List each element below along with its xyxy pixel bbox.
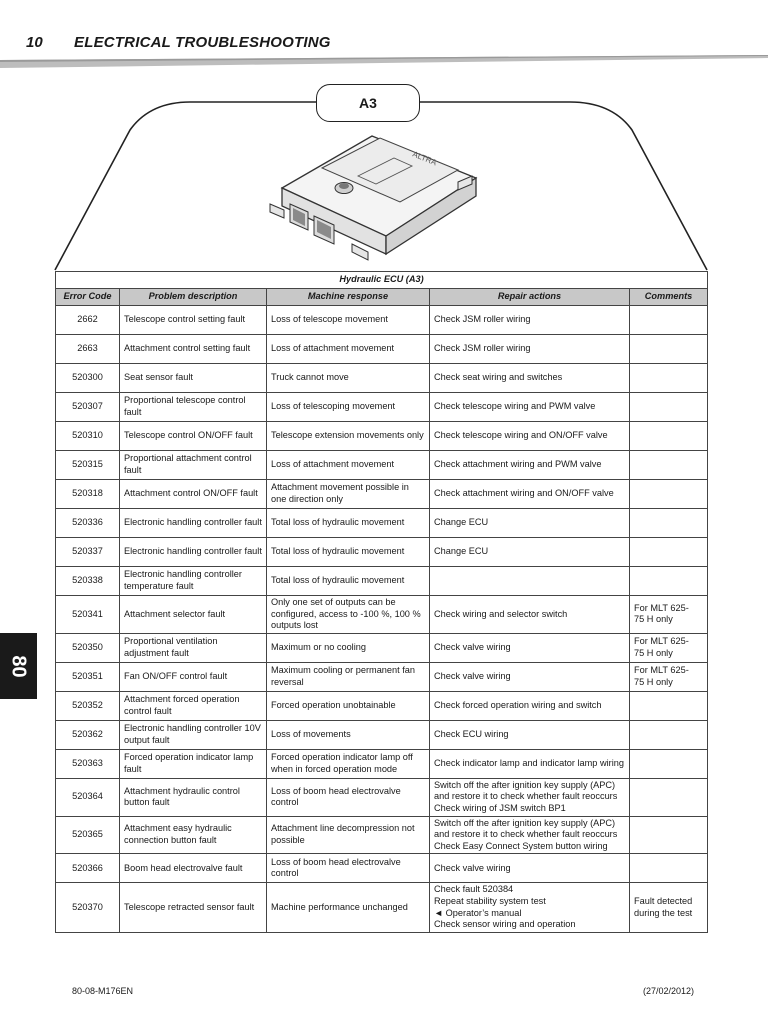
table-row bbox=[56, 749, 708, 778]
cell-response: Only one set of outputs can be configured, access to -100 %, 100 % outputs lost bbox=[267, 596, 430, 634]
component-label: A3 bbox=[316, 84, 420, 122]
cell-problem: Proportional ventilation adjustment fault bbox=[120, 633, 267, 662]
table-row bbox=[56, 393, 708, 422]
cell-code: 520318 bbox=[56, 480, 120, 509]
cell-code: 520310 bbox=[56, 422, 120, 451]
table-row bbox=[56, 816, 708, 854]
cell-problem: Electronic handling controller fault bbox=[120, 509, 267, 538]
cell-problem: Electronic handling controller 10V output fault bbox=[120, 720, 267, 749]
cell-comments bbox=[630, 306, 708, 335]
cell-repair: Check JSM roller wiring bbox=[430, 335, 630, 364]
table-row bbox=[56, 364, 708, 393]
cell-comments bbox=[630, 364, 708, 393]
cell-code: 520307 bbox=[56, 393, 120, 422]
cell-response: Total loss of hydraulic movement bbox=[267, 509, 430, 538]
cell-response: Telescope extension movements only bbox=[267, 422, 430, 451]
cell-response: Loss of movements bbox=[267, 720, 430, 749]
cell-code: 520341 bbox=[56, 596, 120, 634]
column-header: Comments bbox=[630, 289, 708, 306]
table-row bbox=[56, 306, 708, 335]
cell-comments bbox=[630, 509, 708, 538]
cell-response: Maximum or no cooling bbox=[267, 633, 430, 662]
cell-problem: Forced operation indicator lamp fault bbox=[120, 749, 267, 778]
cell-problem: Electronic handling controller temperature fault bbox=[120, 567, 267, 596]
cell-code: 520362 bbox=[56, 720, 120, 749]
cell-comments bbox=[630, 393, 708, 422]
cell-comments bbox=[630, 778, 708, 816]
cell-repair bbox=[430, 567, 630, 596]
cell-code: 2663 bbox=[56, 335, 120, 364]
table-row bbox=[56, 596, 708, 634]
cell-code: 520352 bbox=[56, 691, 120, 720]
cell-repair: Check fault 520384 Repeat stability system test ◄ Operator’s manual Check sensor wiring and operation bbox=[430, 883, 630, 932]
table-row bbox=[56, 538, 708, 567]
cell-response: Loss of telescope movement bbox=[267, 306, 430, 335]
cell-comments: For MLT 625- 75 H only bbox=[630, 662, 708, 691]
cell-code: 520363 bbox=[56, 749, 120, 778]
cell-repair: Check JSM roller wiring bbox=[430, 306, 630, 335]
table-row bbox=[56, 854, 708, 883]
table-row bbox=[56, 335, 708, 364]
cell-problem: Telescope retracted sensor fault bbox=[120, 883, 267, 932]
cell-problem: Boom head electrovalve fault bbox=[120, 854, 267, 883]
cell-comments: Fault detected during the test bbox=[630, 883, 708, 932]
cell-code: 520336 bbox=[56, 509, 120, 538]
cell-problem: Attachment forced operation control fault bbox=[120, 691, 267, 720]
cell-repair: Change ECU bbox=[430, 509, 630, 538]
table-row bbox=[56, 567, 708, 596]
cell-code: 520351 bbox=[56, 662, 120, 691]
column-header: Problem description bbox=[120, 289, 267, 306]
cell-repair: Check indicator lamp and indicator lamp wiring bbox=[430, 749, 630, 778]
cell-code: 2662 bbox=[56, 306, 120, 335]
cell-comments bbox=[630, 691, 708, 720]
cell-problem: Seat sensor fault bbox=[120, 364, 267, 393]
cell-problem: Attachment control ON/OFF fault bbox=[120, 480, 267, 509]
cell-repair: Check telescope wiring and PWM valve bbox=[430, 393, 630, 422]
section-title: ELECTRICAL TROUBLESHOOTING bbox=[74, 34, 331, 51]
cell-problem: Proportional telescope control fault bbox=[120, 393, 267, 422]
table-row bbox=[56, 633, 708, 662]
cell-comments bbox=[630, 816, 708, 854]
cell-comments bbox=[630, 720, 708, 749]
cell-response: Total loss of hydraulic movement bbox=[267, 538, 430, 567]
cell-comments bbox=[630, 480, 708, 509]
cell-repair: Check wiring and selector switch bbox=[430, 596, 630, 634]
column-header: Error Code bbox=[56, 289, 120, 306]
cell-repair: Check telescope wiring and ON/OFF valve bbox=[430, 422, 630, 451]
cell-comments: For MLT 625- 75 H only bbox=[630, 633, 708, 662]
ecu-brand-mark: ALTRA bbox=[411, 149, 438, 168]
cell-code: 520365 bbox=[56, 816, 120, 854]
cell-response: Attachment line decompression not possible bbox=[267, 816, 430, 854]
table-row bbox=[56, 720, 708, 749]
table-row bbox=[56, 691, 708, 720]
cell-code: 520366 bbox=[56, 854, 120, 883]
error-code-table bbox=[55, 271, 708, 933]
cell-comments bbox=[630, 335, 708, 364]
cell-response: Loss of telescoping movement bbox=[267, 393, 430, 422]
cell-repair: Check attachment wiring and ON/OFF valve bbox=[430, 480, 630, 509]
cell-response: Loss of attachment movement bbox=[267, 335, 430, 364]
cell-response: Machine performance unchanged bbox=[267, 883, 430, 932]
cell-response: Maximum cooling or permanent fan reversal bbox=[267, 662, 430, 691]
cell-comments bbox=[630, 422, 708, 451]
table-row bbox=[56, 662, 708, 691]
cell-repair: Switch off the after ignition key supply (APC) and restore it to check whether fault reoccurs Check Easy Connect System button wiring bbox=[430, 816, 630, 854]
table-row bbox=[56, 480, 708, 509]
cell-code: 520300 bbox=[56, 364, 120, 393]
cell-code: 520338 bbox=[56, 567, 120, 596]
cell-problem: Attachment selector fault bbox=[120, 596, 267, 634]
cell-problem: Fan ON/OFF control fault bbox=[120, 662, 267, 691]
table-row bbox=[56, 451, 708, 480]
ecu-illustration bbox=[262, 126, 482, 266]
cell-problem: Attachment control setting fault bbox=[120, 335, 267, 364]
cell-problem: Electronic handling controller fault bbox=[120, 538, 267, 567]
cell-repair: Check valve wiring bbox=[430, 662, 630, 691]
cell-code: 520350 bbox=[56, 633, 120, 662]
table-header-row bbox=[56, 289, 708, 306]
cell-problem: Telescope control setting fault bbox=[120, 306, 267, 335]
cell-response: Loss of attachment movement bbox=[267, 451, 430, 480]
cell-comments bbox=[630, 854, 708, 883]
table-row bbox=[56, 509, 708, 538]
cell-comments: For MLT 625- 75 H only bbox=[630, 596, 708, 634]
cell-comments bbox=[630, 749, 708, 778]
cell-repair: Check valve wiring bbox=[430, 854, 630, 883]
page-number: 10 bbox=[26, 34, 43, 51]
cell-repair: Switch off the after ignition key supply (APC) and restore it to check whether fault reoccurs Check wiring of JSM switch BP1 bbox=[430, 778, 630, 816]
chapter-tab-number: 80 bbox=[8, 654, 30, 678]
cell-repair: Check valve wiring bbox=[430, 633, 630, 662]
cell-response: Total loss of hydraulic movement bbox=[267, 567, 430, 596]
cell-code: 520337 bbox=[56, 538, 120, 567]
table-row bbox=[56, 778, 708, 816]
cell-repair: Change ECU bbox=[430, 538, 630, 567]
cell-repair: Check attachment wiring and PWM valve bbox=[430, 451, 630, 480]
table-body bbox=[56, 306, 708, 933]
cell-repair: Check forced operation wiring and switch bbox=[430, 691, 630, 720]
cell-problem: Attachment hydraulic control button fault bbox=[120, 778, 267, 816]
document-date: (27/02/2012) bbox=[643, 986, 695, 996]
column-header: Repair actions bbox=[430, 289, 630, 306]
cell-code: 520370 bbox=[56, 883, 120, 932]
cell-problem: Telescope control ON/OFF fault bbox=[120, 422, 267, 451]
cell-response: Forced operation indicator lamp off when in forced operation mode bbox=[267, 749, 430, 778]
cell-repair: Check seat wiring and switches bbox=[430, 364, 630, 393]
cell-code: 520315 bbox=[56, 451, 120, 480]
cell-problem: Proportional attachment control fault bbox=[120, 451, 267, 480]
header-rule bbox=[0, 54, 768, 70]
document-reference: 80-08-M176EN bbox=[72, 986, 134, 996]
cell-comments bbox=[630, 567, 708, 596]
cell-comments bbox=[630, 538, 708, 567]
cell-response: Loss of boom head electrovalve control bbox=[267, 778, 430, 816]
chapter-tab bbox=[0, 633, 37, 699]
cell-repair: Check ECU wiring bbox=[430, 720, 630, 749]
cell-response: Forced operation unobtainable bbox=[267, 691, 430, 720]
table-row bbox=[56, 422, 708, 451]
cell-response: Attachment movement possible in one direction only bbox=[267, 480, 430, 509]
cell-response: Truck cannot move bbox=[267, 364, 430, 393]
table-row bbox=[56, 883, 708, 932]
cell-comments bbox=[630, 451, 708, 480]
cell-response: Loss of boom head electrovalve control bbox=[267, 854, 430, 883]
cell-problem: Attachment easy hydraulic connection button fault bbox=[120, 816, 267, 854]
table-caption: Hydraulic ECU (A3) bbox=[56, 272, 708, 289]
cell-code: 520364 bbox=[56, 778, 120, 816]
column-header: Machine response bbox=[267, 289, 430, 306]
